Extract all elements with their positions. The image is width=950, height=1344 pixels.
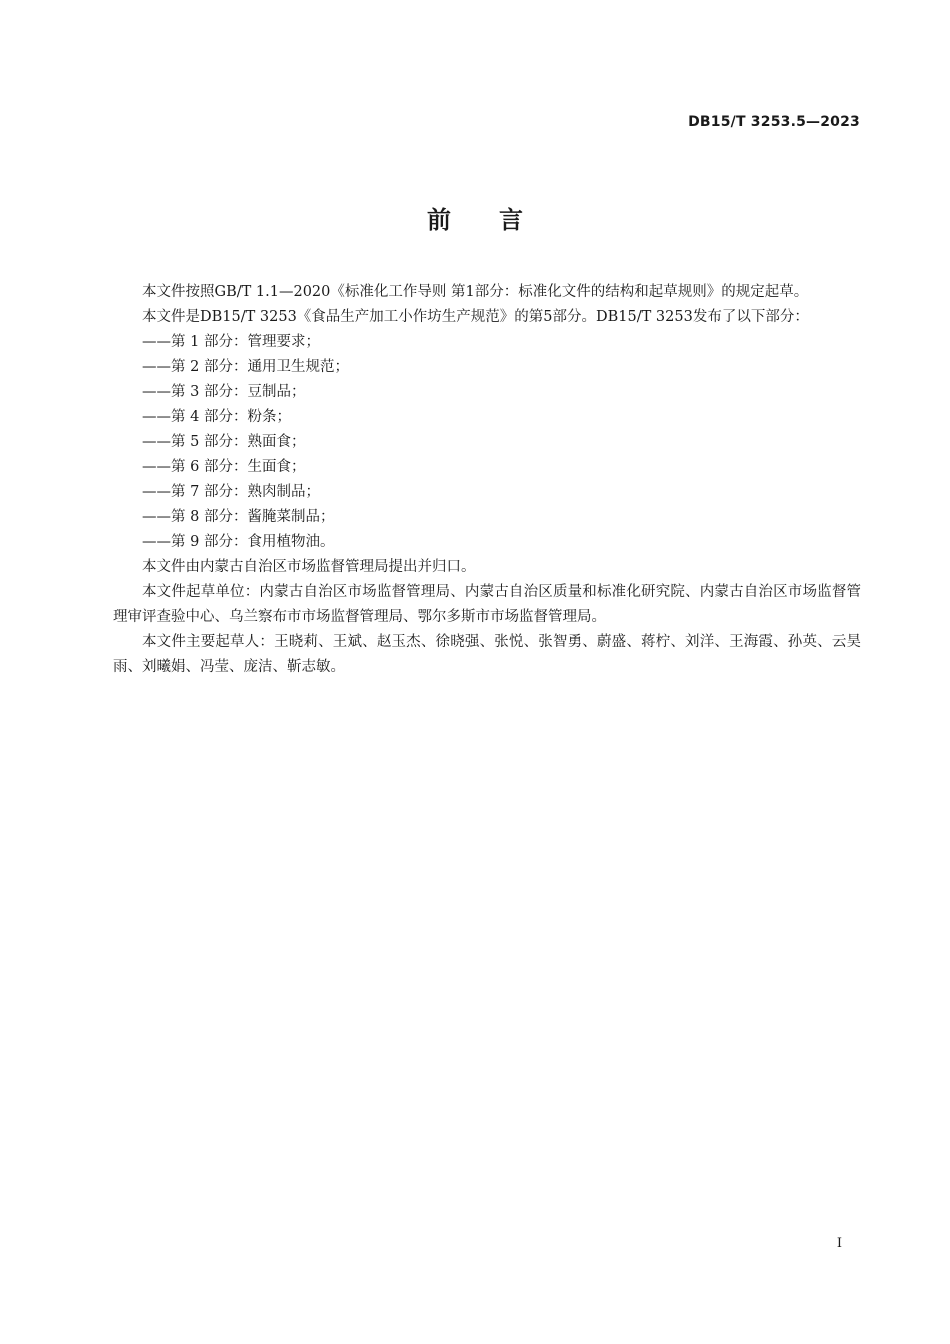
list-item: ——第 9 部分：食用植物油。 [142, 534, 335, 550]
paragraph-drafting-units: 本文件起草单位：内蒙古自治区市场监督管理局、内蒙古自治区质量和标准化研究院、内蒙古自治区市场监督管理审评查验中心、乌兰察布市市场监督管理局、鄂尔多斯市市场监督管理局。 [113, 584, 861, 625]
paragraph-series-intro: 本文件是DB15/T 3253《食品生产加工小作坊生产规范》的第5部分。DB15/T 3253发布了以下部分： [142, 309, 809, 325]
page-title: 前言 [427, 206, 571, 234]
paragraph-drafting-basis: 本文件按照GB/T 1.1—2020《标准化工作导则 第1部分：标准化文件的结构和起草规则》的规定起草。 [142, 284, 809, 300]
paragraph-proposer: 本文件由内蒙古自治区市场监督管理局提出并归口。 [142, 559, 476, 575]
parts-list [113, 330, 861, 555]
list-item: ——第 3 部分：豆制品； [142, 384, 306, 400]
list-item: ——第 7 部分：熟肉制品； [142, 484, 320, 500]
document-code: DB15/T 3253.5—2023 [688, 114, 860, 130]
page-number: I [836, 1236, 842, 1251]
list-item: ——第 2 部分：通用卫生规范； [142, 359, 349, 375]
list-item: ——第 1 部分：管理要求； [142, 334, 320, 350]
list-item: ——第 5 部分：熟面食； [142, 434, 306, 450]
list-item: ——第 4 部分：粉条； [142, 409, 291, 425]
list-item: ——第 6 部分：生面食； [142, 459, 306, 475]
document-body [113, 280, 861, 680]
paragraph-drafters: 本文件主要起草人：王晓莉、王斌、赵玉杰、徐晓强、张悦、张智勇、蔚盛、蒋柠、刘洋、王海霞、孙英、云昊雨、刘曦娟、冯莹、庞洁、靳志敏。 [113, 634, 861, 675]
list-item: ——第 8 部分：酱腌菜制品； [142, 509, 335, 525]
